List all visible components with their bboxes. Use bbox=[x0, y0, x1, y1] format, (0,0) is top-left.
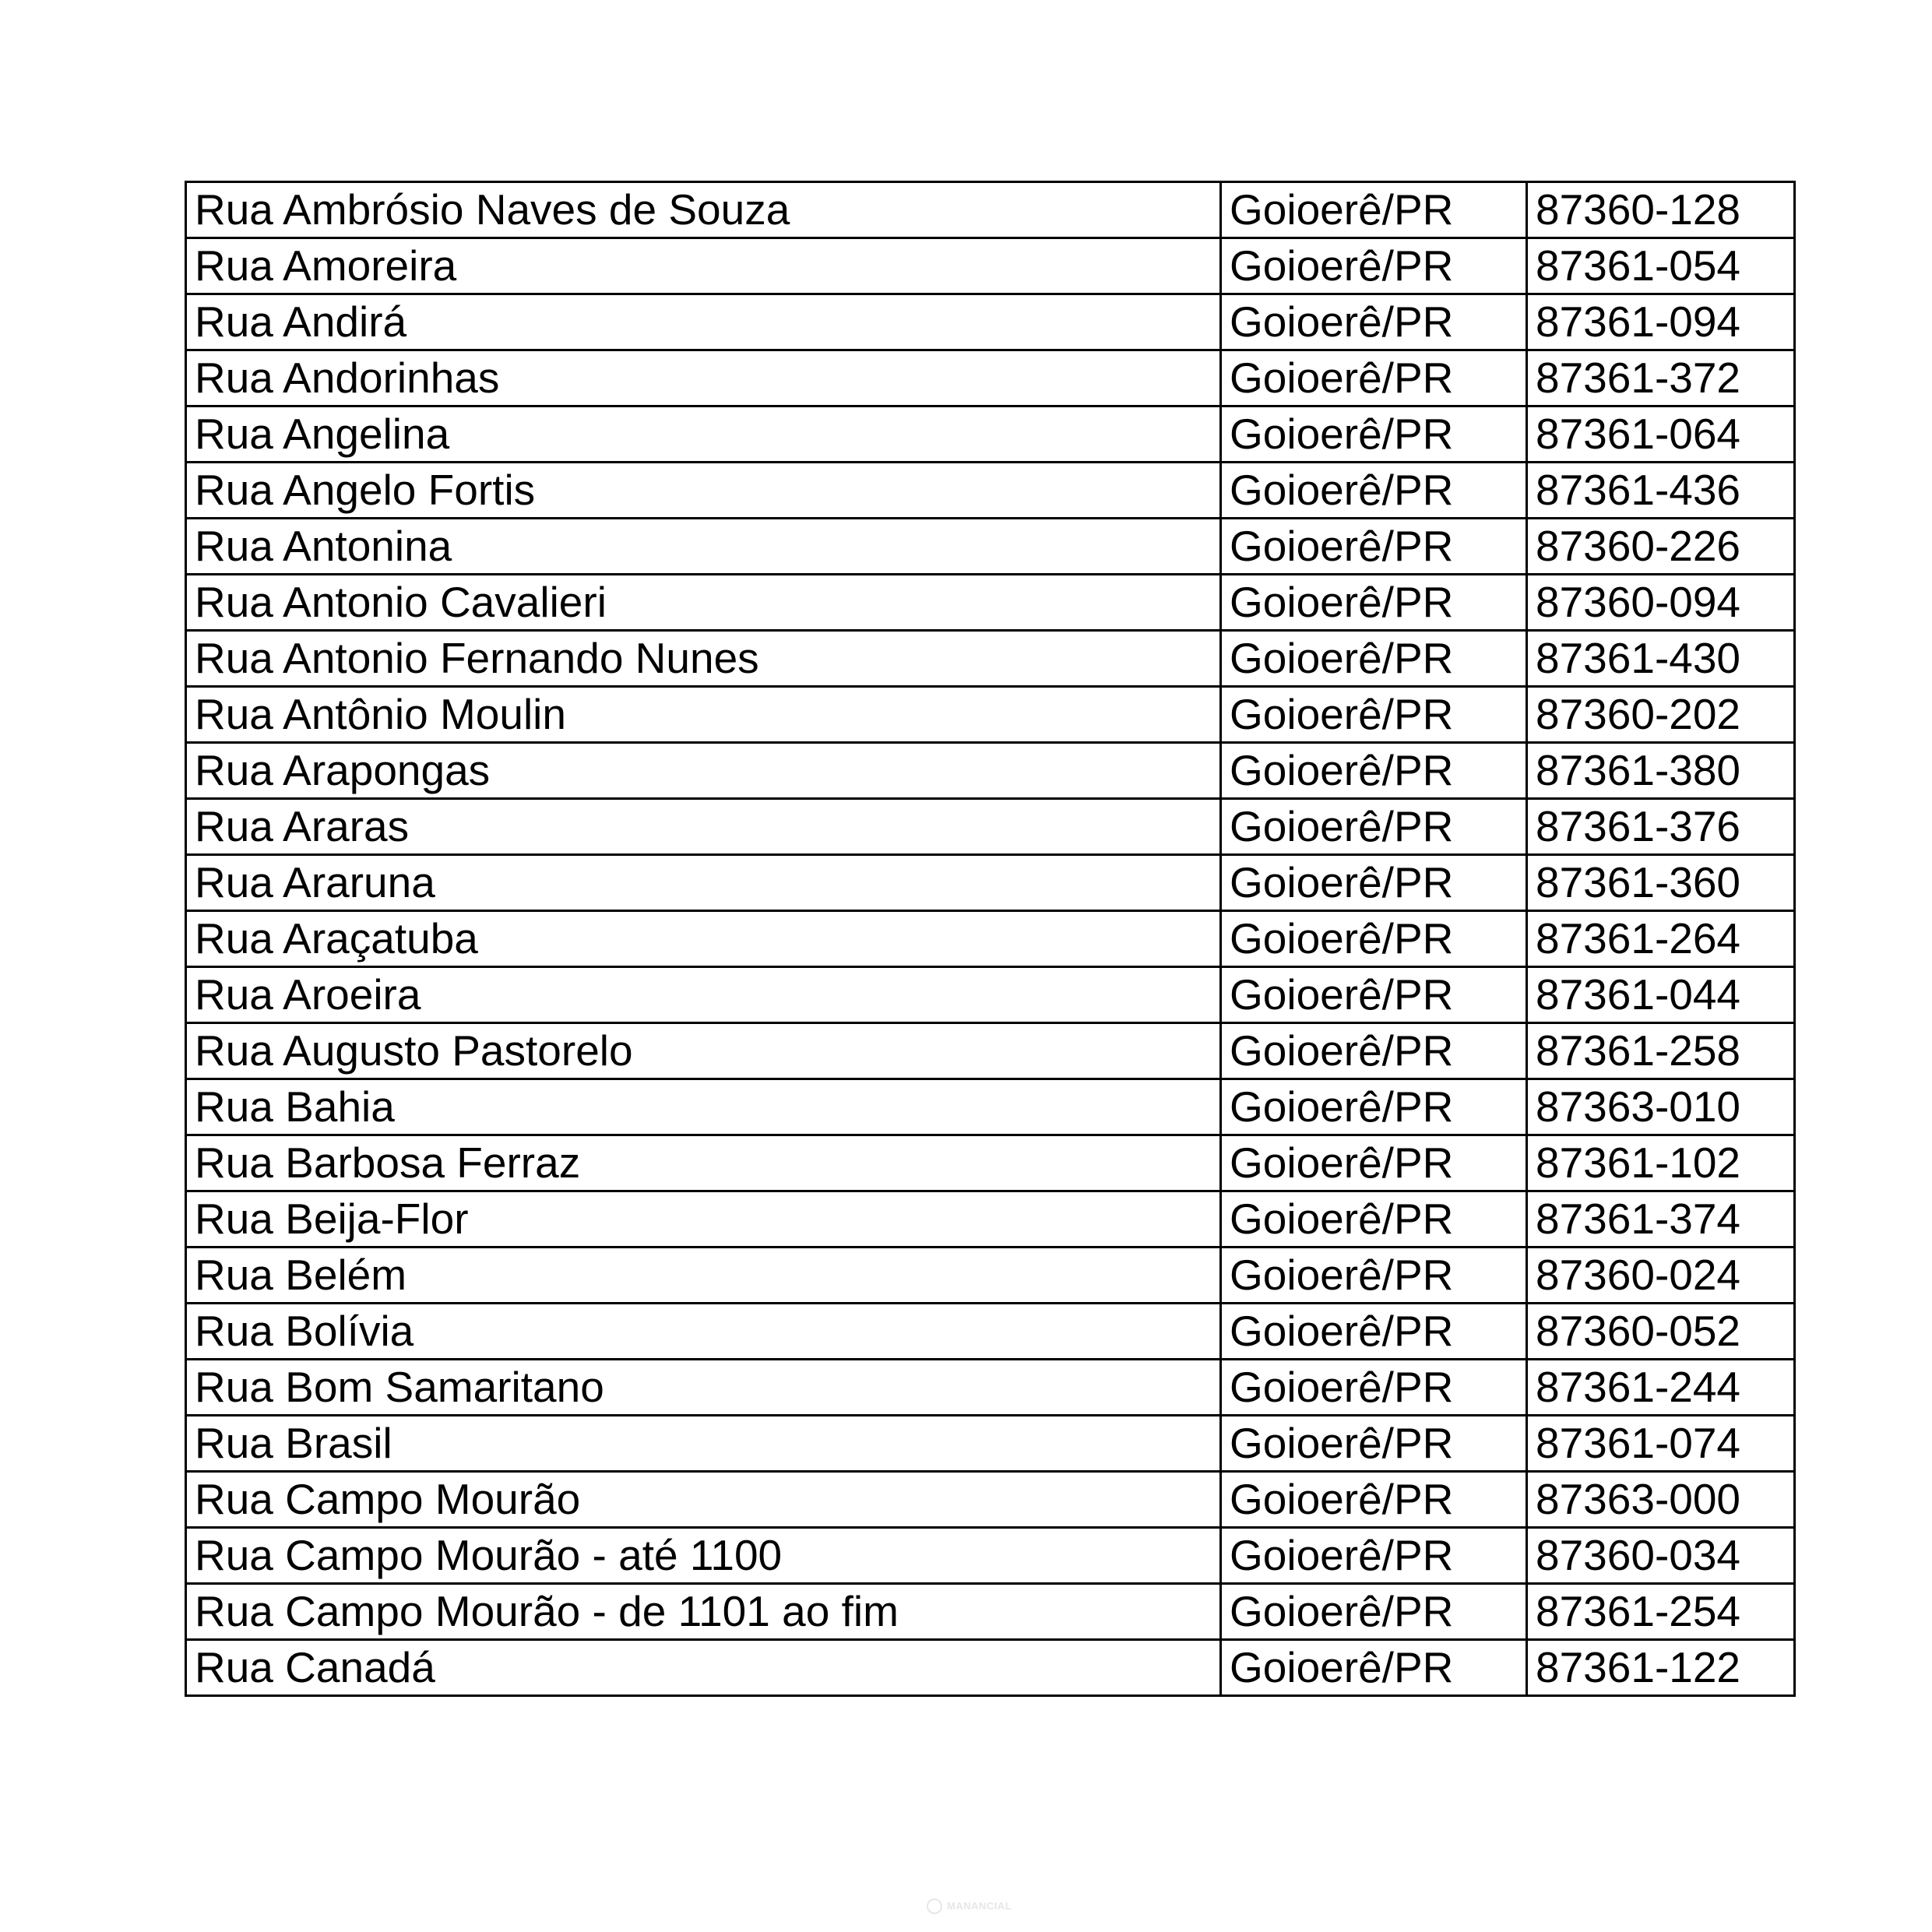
cep-cell: 87361-044 bbox=[1527, 967, 1795, 1023]
street-cell: Rua Belém bbox=[186, 1248, 1221, 1304]
cep-cell: 87361-258 bbox=[1527, 1023, 1795, 1079]
street-cell: Rua Campo Mourão bbox=[186, 1472, 1221, 1528]
street-cell: Rua Bolívia bbox=[186, 1304, 1221, 1360]
street-cell: Rua Canadá bbox=[186, 1640, 1221, 1696]
table-row bbox=[186, 1640, 1795, 1696]
street-cell: Rua Angelina bbox=[186, 406, 1221, 463]
table-row bbox=[186, 294, 1795, 350]
street-cell: Rua Brasil bbox=[186, 1416, 1221, 1472]
street-cell: Rua Andorinhas bbox=[186, 350, 1221, 406]
cep-cell: 87360-052 bbox=[1527, 1304, 1795, 1360]
street-cell: Rua Campo Mourão - de 1101 ao fim bbox=[186, 1584, 1221, 1640]
table-body bbox=[186, 182, 1795, 1696]
city-cell: Goioerê/PR bbox=[1221, 911, 1527, 967]
street-cell: Rua Barbosa Ferraz bbox=[186, 1135, 1221, 1191]
cep-cell: 87361-244 bbox=[1527, 1360, 1795, 1416]
cep-cell: 87363-000 bbox=[1527, 1472, 1795, 1528]
city-cell: Goioerê/PR bbox=[1221, 1360, 1527, 1416]
street-cell: Rua Antonio Cavalieri bbox=[186, 575, 1221, 631]
table-row bbox=[186, 406, 1795, 463]
street-cell: Rua Campo Mourão - até 1100 bbox=[186, 1528, 1221, 1584]
street-cell: Rua Ambrósio Naves de Souza bbox=[186, 182, 1221, 238]
table-row bbox=[186, 799, 1795, 855]
table-row bbox=[186, 238, 1795, 294]
table-row bbox=[186, 1472, 1795, 1528]
cep-cell: 87360-202 bbox=[1527, 687, 1795, 743]
street-cell: Rua Andirá bbox=[186, 294, 1221, 350]
table-row bbox=[186, 1304, 1795, 1360]
cep-cell: 87361-436 bbox=[1527, 463, 1795, 519]
table-row bbox=[186, 1360, 1795, 1416]
cep-cell: 87361-094 bbox=[1527, 294, 1795, 350]
city-cell: Goioerê/PR bbox=[1221, 1304, 1527, 1360]
street-cep-table bbox=[185, 181, 1796, 1697]
city-cell: Goioerê/PR bbox=[1221, 1191, 1527, 1248]
street-cell: Rua Antonina bbox=[186, 519, 1221, 575]
street-cell: Rua Beija-Flor bbox=[186, 1191, 1221, 1248]
watermark-text: MANANCIAL bbox=[947, 1900, 1012, 1912]
city-cell: Goioerê/PR bbox=[1221, 631, 1527, 687]
table-row bbox=[186, 1079, 1795, 1135]
city-cell: Goioerê/PR bbox=[1221, 743, 1527, 799]
table-row bbox=[186, 575, 1795, 631]
street-cell: Rua Araruna bbox=[186, 855, 1221, 911]
street-cell: Rua Angelo Fortis bbox=[186, 463, 1221, 519]
table-row bbox=[186, 1191, 1795, 1248]
cep-cell: 87361-380 bbox=[1527, 743, 1795, 799]
street-cell: Rua Bahia bbox=[186, 1079, 1221, 1135]
table-row bbox=[186, 1023, 1795, 1079]
city-cell: Goioerê/PR bbox=[1221, 1584, 1527, 1640]
city-cell: Goioerê/PR bbox=[1221, 1472, 1527, 1528]
street-cell: Rua Augusto Pastorelo bbox=[186, 1023, 1221, 1079]
cep-cell: 87361-054 bbox=[1527, 238, 1795, 294]
city-cell: Goioerê/PR bbox=[1221, 1079, 1527, 1135]
city-cell: Goioerê/PR bbox=[1221, 350, 1527, 406]
cep-cell: 87363-010 bbox=[1527, 1079, 1795, 1135]
street-cell: Rua Amoreira bbox=[186, 238, 1221, 294]
table-row bbox=[186, 687, 1795, 743]
city-cell: Goioerê/PR bbox=[1221, 687, 1527, 743]
city-cell: Goioerê/PR bbox=[1221, 463, 1527, 519]
table-row bbox=[186, 1584, 1795, 1640]
city-cell: Goioerê/PR bbox=[1221, 1248, 1527, 1304]
street-cell: Rua Antônio Moulin bbox=[186, 687, 1221, 743]
street-cell: Rua Arapongas bbox=[186, 743, 1221, 799]
city-cell: Goioerê/PR bbox=[1221, 1416, 1527, 1472]
cep-cell: 87361-122 bbox=[1527, 1640, 1795, 1696]
table-row bbox=[186, 1416, 1795, 1472]
table-row bbox=[186, 1248, 1795, 1304]
city-cell: Goioerê/PR bbox=[1221, 575, 1527, 631]
city-cell: Goioerê/PR bbox=[1221, 519, 1527, 575]
table-row bbox=[186, 519, 1795, 575]
city-cell: Goioerê/PR bbox=[1221, 294, 1527, 350]
street-cell: Rua Aroeira bbox=[186, 967, 1221, 1023]
cep-cell: 87360-226 bbox=[1527, 519, 1795, 575]
city-cell: Goioerê/PR bbox=[1221, 238, 1527, 294]
table-row bbox=[186, 1528, 1795, 1584]
watermark-logo-icon bbox=[927, 1899, 942, 1914]
table-row bbox=[186, 855, 1795, 911]
cep-cell: 87360-094 bbox=[1527, 575, 1795, 631]
table-row bbox=[186, 182, 1795, 238]
street-cell: Rua Antonio Fernando Nunes bbox=[186, 631, 1221, 687]
city-cell: Goioerê/PR bbox=[1221, 406, 1527, 463]
cep-cell: 87361-264 bbox=[1527, 911, 1795, 967]
table-row bbox=[186, 350, 1795, 406]
city-cell: Goioerê/PR bbox=[1221, 1528, 1527, 1584]
cep-cell: 87360-034 bbox=[1527, 1528, 1795, 1584]
watermark bbox=[927, 1897, 1012, 1917]
cep-cell: 87361-360 bbox=[1527, 855, 1795, 911]
table-row bbox=[186, 463, 1795, 519]
cep-cell: 87361-064 bbox=[1527, 406, 1795, 463]
street-cell: Rua Araras bbox=[186, 799, 1221, 855]
city-cell: Goioerê/PR bbox=[1221, 1640, 1527, 1696]
table-row bbox=[186, 911, 1795, 967]
cep-cell: 87361-376 bbox=[1527, 799, 1795, 855]
cep-cell: 87361-102 bbox=[1527, 1135, 1795, 1191]
street-cell: Rua Araçatuba bbox=[186, 911, 1221, 967]
city-cell: Goioerê/PR bbox=[1221, 1135, 1527, 1191]
cep-cell: 87360-024 bbox=[1527, 1248, 1795, 1304]
city-cell: Goioerê/PR bbox=[1221, 855, 1527, 911]
city-cell: Goioerê/PR bbox=[1221, 967, 1527, 1023]
cep-cell: 87360-128 bbox=[1527, 182, 1795, 238]
cep-cell: 87361-374 bbox=[1527, 1191, 1795, 1248]
cep-cell: 87361-074 bbox=[1527, 1416, 1795, 1472]
city-cell: Goioerê/PR bbox=[1221, 182, 1527, 238]
cep-cell: 87361-430 bbox=[1527, 631, 1795, 687]
table-row bbox=[186, 1135, 1795, 1191]
table-row bbox=[186, 743, 1795, 799]
street-cell: Rua Bom Samaritano bbox=[186, 1360, 1221, 1416]
cep-cell: 87361-372 bbox=[1527, 350, 1795, 406]
city-cell: Goioerê/PR bbox=[1221, 1023, 1527, 1079]
table-row bbox=[186, 631, 1795, 687]
table-row bbox=[186, 967, 1795, 1023]
city-cell: Goioerê/PR bbox=[1221, 799, 1527, 855]
cep-cell: 87361-254 bbox=[1527, 1584, 1795, 1640]
